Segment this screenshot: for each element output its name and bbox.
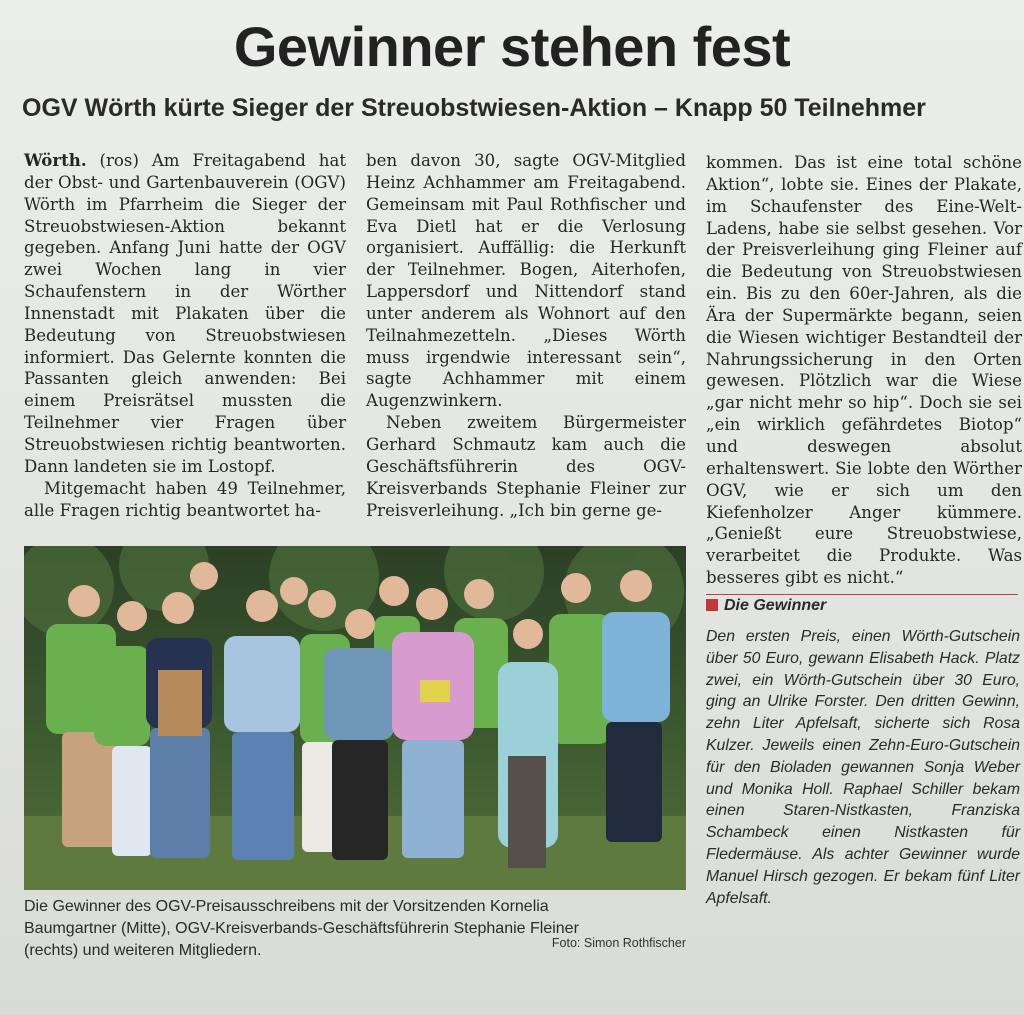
group-photo [24, 546, 686, 890]
group-photo-illustration [24, 546, 686, 890]
winners-box-title [706, 594, 1018, 615]
subheadline: OGV Wörth kürte Sieger der Streuobstwiesen-Aktion – Knapp 50 Teilnehmer [22, 94, 926, 122]
red-square-icon [706, 599, 718, 611]
winners-box-title-text: Die Gewinner [724, 597, 827, 614]
photo-caption: Die Gewinner des OGV-Preisausschreibens mit der Vorsitzenden Kornelia Baumgartner (Mitte), OGV-Kreisverbands-Geschäftsführerin Stephanie Fleiner (rechts) und weiteren Mitgliedern. [24, 898, 579, 959]
paragraph-text: (ros) Am Freitagabend hat der Obst- und Gartenbauverein (OGV) Wörth im Pfarrheim die Sieger der Streuobstwiesen-Aktion bekannt gegeben. Anfang Juni hatte der OGV zwei Wochen lang in vier Schaufenstern in der Wörther Innenstadt mit Plakaten über die Bedeutung von Streuobstwiesen informiert. Das Gelernte konnten die Passanten gleich anwenden: Bei einem Preisrätsel mussten die Teilnehmer vier Fragen über Streuobstwiesen richtig beantworten. Dann landeten sie im Lostopf. [24, 151, 347, 476]
article-column-3 [706, 152, 1022, 589]
paragraph: kommen. Das ist eine total schöne Aktion“, lobte sie. Eines der Plakate, im Schaufenster des Eine-Welt-Ladens, habe sie selbst gesehen. Vor der Preisverleihung ging Fleiner auf die Bedeutung von Streuobstwiesen ein. Bis zu den 60er-Jahren, als die Ära der Supermärkte begann, seien die Wiesen wichtiger Bestandteil der Nahrungssicherung in den Orten gewesen. Plötzlich war die Wiese „gar nicht mehr so hip“. Doch sie sei „ein wirklich gefährdetes Biotop“ und deswegen absolut erhaltenswert. Sie lobte den Wörther OGV, wie er sich um den Kiefenholzer Anger kümmere. „Genießt eure Streuobstwiese, verarbeitet die Produkte. Was besseres gibt es nicht.“ [706, 153, 1022, 588]
headline: Gewinner stehen fest [233, 15, 791, 78]
paragraph: ben davon 30, sagte OGV-Mitglied Heinz Achhammer am Freitagabend. Gemeinsam mit Paul Rothfischer und Eva Dietl hat er die Verlosung organisiert. Auffällig: die Herkunft der Teilnehmer. Bogen, Aiterhofen, Lappersdorf und Nittendorf stand unter anderem als Wohnort auf den Teilnahmezetteln. „Dieses Wörth muss irgendwie interessant sein“, sagte Achhammer mit einem Augenzwinkern. [366, 151, 686, 411]
dateline: Wörth. [24, 150, 87, 170]
photo-caption-area [24, 896, 686, 962]
photo-credit: Foto: Simon Rothfischer [551, 936, 686, 950]
paragraph: Neben zweitem Bürgermeister Gerhard Schmautz kam auch die Geschäftsführerin des OGV-Kreisverbands Stephanie Fleiner zur Preisverleihung. „Ich bin gerne ge- [366, 413, 686, 520]
article-column-1 [24, 150, 346, 521]
paragraph [24, 150, 346, 478]
article-column-2 [366, 150, 686, 521]
winners-box-text: Den ersten Preis, einen Wörth-Gutschein über 50 Euro, gewann Elisabeth Hack. Platz zwei, ein Wörth-Gutschein über 30 Euro, ging an Ulrike Forster. Den dritten Gewinn, zehn Liter Apfelsaft, sicherte sich Rosa Kulzer. Jeweils einen Zehn-Euro-Gutschein für den Bioladen gewannen Sonja Weber und Monika Holl. Raphael Schiller bekam einen Staren-Nistkasten, Franziska Schambeck einen Nistkasten für Fledermäuse. Als achter Gewinner wurde Manuel Hirsch gezogen. Er bekam fünf Liter Apfelsaft. [706, 628, 1020, 907]
paragraph: Mitgemacht haben 49 Teilnehmer, alle Fragen richtig beantwortet ha- [24, 478, 346, 520]
